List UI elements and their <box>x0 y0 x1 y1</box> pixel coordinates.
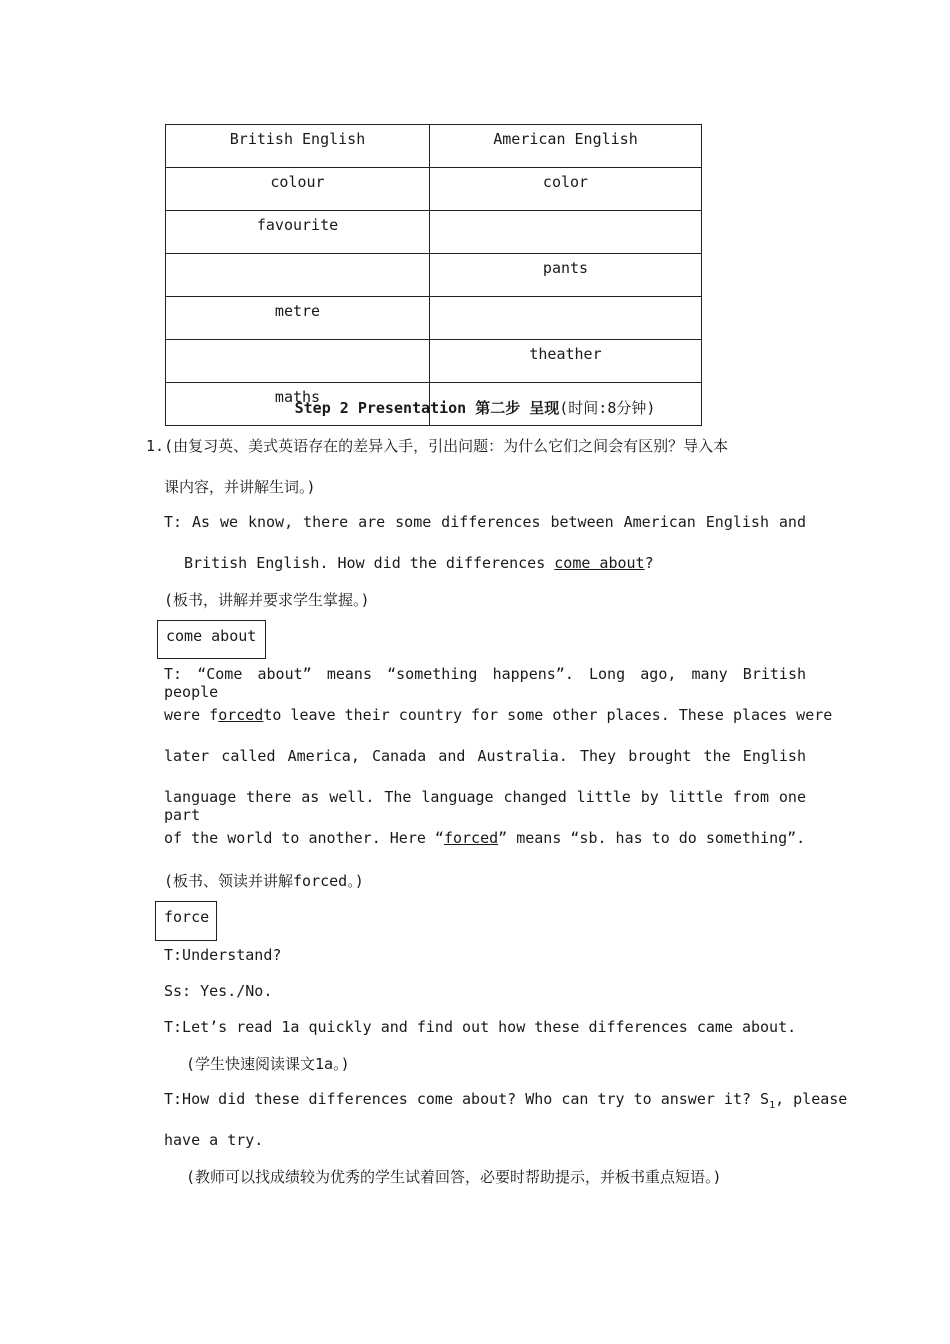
dialogue-text: of the world to another. Here “ <box>164 829 444 847</box>
dialogue-text: T: “Come about” means “something happens”. Long ago, many British people <box>164 665 806 701</box>
table-row <box>166 211 702 254</box>
dialogue-line <box>164 665 806 701</box>
step-heading <box>0 397 950 418</box>
dialogue-line: T:Understand? <box>164 946 282 964</box>
table-header: American English <box>430 125 702 168</box>
dialogue-text: T: As we know, there are some differences between American English and <box>164 513 806 531</box>
dialogue-line: T:Let’s read 1a quickly and find out how these differences came about. <box>164 1018 797 1036</box>
table-header: British English <box>166 125 430 168</box>
dialogue-text: later called America, Canada and Australia. They brought the English <box>164 747 806 765</box>
comparison-table <box>165 124 702 426</box>
dialogue-line: have a try. <box>164 1131 264 1149</box>
table-cell: pants <box>430 254 702 297</box>
table-row <box>166 168 702 211</box>
dialogue-line <box>164 513 806 531</box>
dialogue-line <box>164 1090 848 1111</box>
dialogue-line: Ss: Yes./No. <box>164 982 273 1000</box>
item-number: 1. <box>146 437 165 455</box>
dialogue-line <box>164 706 833 724</box>
dialogue-text: British English. How did the differences <box>184 554 555 572</box>
dialogue-text: T:How did these differences come about? Who can try to answer it? S <box>164 1090 770 1108</box>
table-cell: color <box>430 168 702 211</box>
boxed-term-text: come about <box>166 627 257 645</box>
subscript: 1 <box>769 1100 776 1111</box>
underlined-term: come about <box>554 554 645 572</box>
dialogue-line <box>164 788 806 824</box>
dialogue-text: to leave their country for some other places. These places were <box>263 706 833 724</box>
dialogue-text: language there as well. The language changed little by little from one part <box>164 788 806 824</box>
table-cell: metre <box>166 297 430 340</box>
table-row <box>166 254 702 297</box>
table-cell <box>430 297 702 340</box>
table-row <box>166 297 702 340</box>
dialogue-text: ” means “sb. has to do something”. <box>498 829 806 847</box>
item-1-text: (由复习英、美式英语存在的差异入手，引出问题：为什么它们之间会有区别？导入本 <box>164 437 729 455</box>
item-1-line-1 <box>146 435 728 456</box>
table-cell: favourite <box>166 211 430 254</box>
dialogue-text: ? <box>644 554 654 572</box>
underlined-term: forced <box>443 829 499 847</box>
boxed-term <box>157 620 266 659</box>
table-cell: colour <box>166 168 430 211</box>
boxed-term-text: force <box>164 908 210 926</box>
table-cell: theather <box>430 340 702 383</box>
dialogue-line <box>164 829 805 847</box>
table-row <box>166 125 702 168</box>
table-cell <box>166 340 430 383</box>
table-row <box>166 340 702 383</box>
dialogue-text: , please <box>775 1090 848 1108</box>
teacher-note: (教师可以找成绩较为优秀的学生试着回答，必要时帮助提示，并板书重点短语。) <box>186 1168 722 1186</box>
step-title: Step 2 Presentation 第二步 呈现 <box>294 399 560 417</box>
dialogue-text: were f <box>164 706 219 724</box>
teacher-note: (板书，讲解并要求学生掌握。) <box>164 591 370 609</box>
underlined-term: orced <box>218 706 264 724</box>
table-cell <box>430 211 702 254</box>
table-cell <box>166 254 430 297</box>
dialogue-line <box>164 747 806 765</box>
boxed-term <box>155 901 217 941</box>
table-cell: maths <box>166 383 430 426</box>
teacher-note: (学生快速阅读课文1a。) <box>186 1055 350 1073</box>
dialogue-line <box>184 554 654 572</box>
teacher-note: (板书、领读并讲解forced。) <box>164 872 364 890</box>
step-time: (时间:8分钟) <box>559 399 656 417</box>
item-1-line-2: 课内容，并讲解生词。) <box>164 478 316 496</box>
